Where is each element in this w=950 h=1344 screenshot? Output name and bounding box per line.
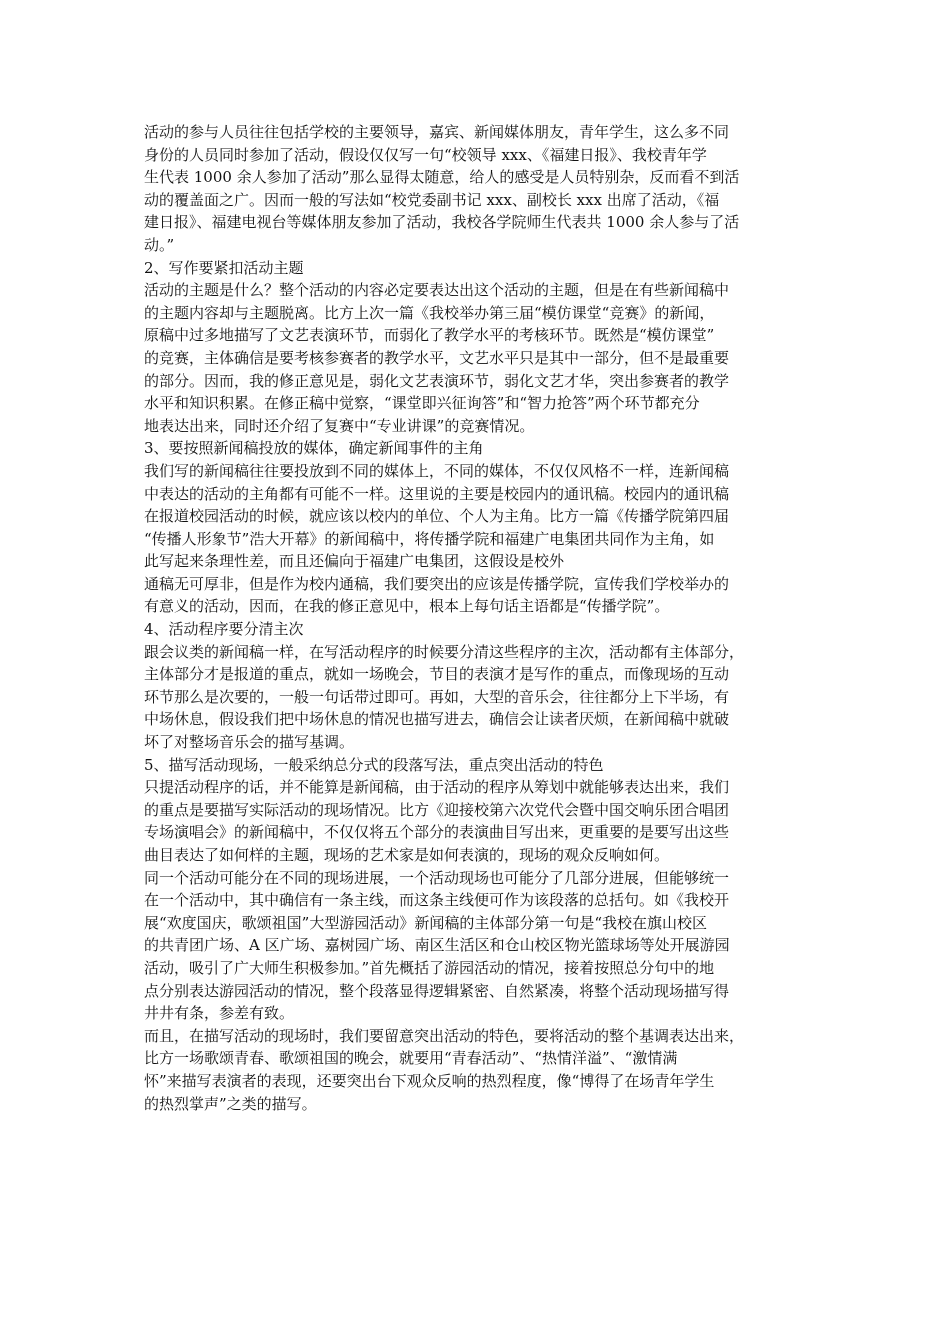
text-line: 环节那么是次要的，一般一句话带过即可。再如，大型的音乐会，往往都分上下半场，有: [144, 687, 730, 706]
text-line: 地表达出来，同时还介绍了复赛中“专业讲课”的竞赛情况。: [144, 416, 535, 435]
text-line: 在一个活动中，其中确信有一条主线，而这条主线便可作为该段落的总括句。如《我校开: [144, 891, 730, 910]
text-line: 比方一场歌颂青春、歌颂祖国的晚会，就要用“青春活动”、“热情洋溢”、“激情满: [144, 1049, 678, 1068]
text-line: 展“欢度国庆，歌颂祖国”大型游园活动》新闻稿的主体部分第一句是“我校在旗山校区: [144, 913, 708, 932]
section-heading: 5、描写活动现场，一般采纳总分式的段落写法，重点突出活动的特色: [144, 755, 604, 774]
text-line: 的热烈掌声”之类的描写。: [144, 1094, 317, 1113]
text-line: 坏了对整场音乐会的描写基调。: [144, 733, 355, 752]
text-line: 曲目表达了如何样的主题，现场的艺术家是如何表演的，现场的观众反响如何。: [144, 846, 670, 864]
text-line: 原稿中过多地描写了文艺表演环节，而弱化了教学水平的考核环节。既然是“模仿课堂”: [144, 326, 715, 345]
text-line: 我们写的新闻稿往往要投放到不同的媒体上，不同的媒体，不仅仅风格不一样，连新闻稿: [144, 461, 730, 480]
text-line: 而且，在描写活动的现场时，我们要留意突出活动的特色，要将活动的整个基调表达出来，: [144, 1026, 745, 1045]
section-heading: 2、写作要紧扣活动主题: [144, 258, 304, 277]
text-line: 中表达的活动的主角都有可能不一样。这里说的主要是校园内的通讯稿。校园内的通讯稿: [144, 484, 730, 503]
text-line: 只提活动程序的话，并不能算是新闻稿，由于活动的程序从筹划中就能够表达出来，我们: [144, 778, 730, 797]
text-line: 活动，吸引了广大师生积极参加。”首先概括了游园活动的情况，接着按照总分句中的地: [144, 958, 715, 977]
text-line: 怀”来描写表演者的表现，还要突出台下观众反响的热烈程度，像“博得了在场青年学生: [144, 1071, 715, 1090]
text-line: 水平和知识积累。在修正稿中觉察，“课堂即兴征询答”和“智力抢答”两个环节都充分: [144, 394, 700, 413]
text-line: 专场演唱会》的新闻稿中，不仅仅将五个部分的表演曲目写出来，更重要的是要写出这些: [144, 823, 730, 842]
text-line: 同一个活动可能分在不同的现场进展，一个活动现场也可能分了几部分进展，但能够统一: [144, 868, 730, 887]
section-heading: 3、要按照新闻稿投放的媒体，确定新闻事件的主角: [144, 439, 484, 458]
section-heading: 4、活动程序要分清主次: [144, 620, 304, 639]
text-line: 的共青团广场、A 区广场、嘉树园广场、南区生活区和仓山校区物光篮球场等处开展游园: [144, 936, 730, 955]
text-line: 此写起来条理性差，而且还偏向于福建广电集团，这假设是校外: [144, 552, 565, 571]
text-line: 的部分。因而，我的修正意见是，弱化文艺表演环节，弱化文艺才华，突出参赛者的教学: [144, 371, 730, 390]
text-line: 点分别表达游园活动的情况，整个段落显得逻辑紧密、自然紧凑，将整个活动现场描写得: [144, 981, 730, 1000]
text-line: 建日报》、福建电视台等媒体朋友参加了活动，我校各学院师生代表共 1000 余人参与了活: [144, 213, 740, 232]
text-line: 生代表 1000 余人参加了活动”那么显得太随意，给人的感受是人员特别杂，反而看不到活: [144, 168, 740, 187]
text-line: 活动的参与人员往往包括学校的主要领导，嘉宾、新闻媒体朋友，青年学生，这么多不同: [144, 123, 730, 141]
text-line: 身份的人员同时参加了活动，假设仅仅写一句“校领导 xxx、《福建日报》、我校青年学: [144, 145, 707, 164]
text-line: 动。”: [144, 235, 175, 254]
text-line: 主体部分才是报道的重点，就如一场晚会，节目的表演才是写作的重点，而像现场的互动: [144, 665, 730, 684]
text-line: 在报道校园活动的时候，就应该以校内的单位、个人为主角。比方一篇《传播学院第四届: [144, 507, 730, 526]
text-line: 通稿无可厚非，但是作为校内通稿，我们要突出的应该是传播学院，宣传我们学校举办的: [144, 574, 730, 593]
text-line: “传播人形象节”浩大开幕》的新闻稿中，将传播学院和福建广电集团共同作为主角，如: [144, 529, 715, 548]
text-line: 井井有条，参差有致。: [144, 1004, 295, 1023]
text-line: 有意义的活动，因而，在我的修正意见中，根本上每句话主语都是“传播学院”。: [144, 597, 670, 616]
document-page: [144, 121, 812, 1115]
text-line: 的竞赛，主体确信是要考核参赛者的教学水平，文艺水平只是其中一部分，但不是最重要: [144, 348, 730, 367]
text-line: 中场休息，假设我们把中场休息的情况也描写进去，确信会让读者厌烦，在新闻稿中就破: [144, 710, 730, 729]
text-line: 的重点是要描写实际活动的现场情况。比方《迎接校第六次党代会暨中国交响乐团合唱团: [144, 800, 730, 819]
text-line: 的主题内容却与主题脱离。比方上次一篇《我校举办第三届“模仿课堂“竞赛》的新闻，: [144, 303, 715, 322]
text-line: 活动的主题是什么？整个活动的内容必定要表达出这个活动的主题，但是在有些新闻稿中: [144, 281, 730, 300]
text-line: 动的覆盖面之广。因而一般的写法如“校党委副书记 xxx、副校长 xxx 出席了活动，《福: [144, 190, 720, 209]
text-line: 跟会议类的新闻稿一样，在写活动程序的时候要分清这些程序的主次，活动都有主体部分，: [144, 642, 745, 661]
